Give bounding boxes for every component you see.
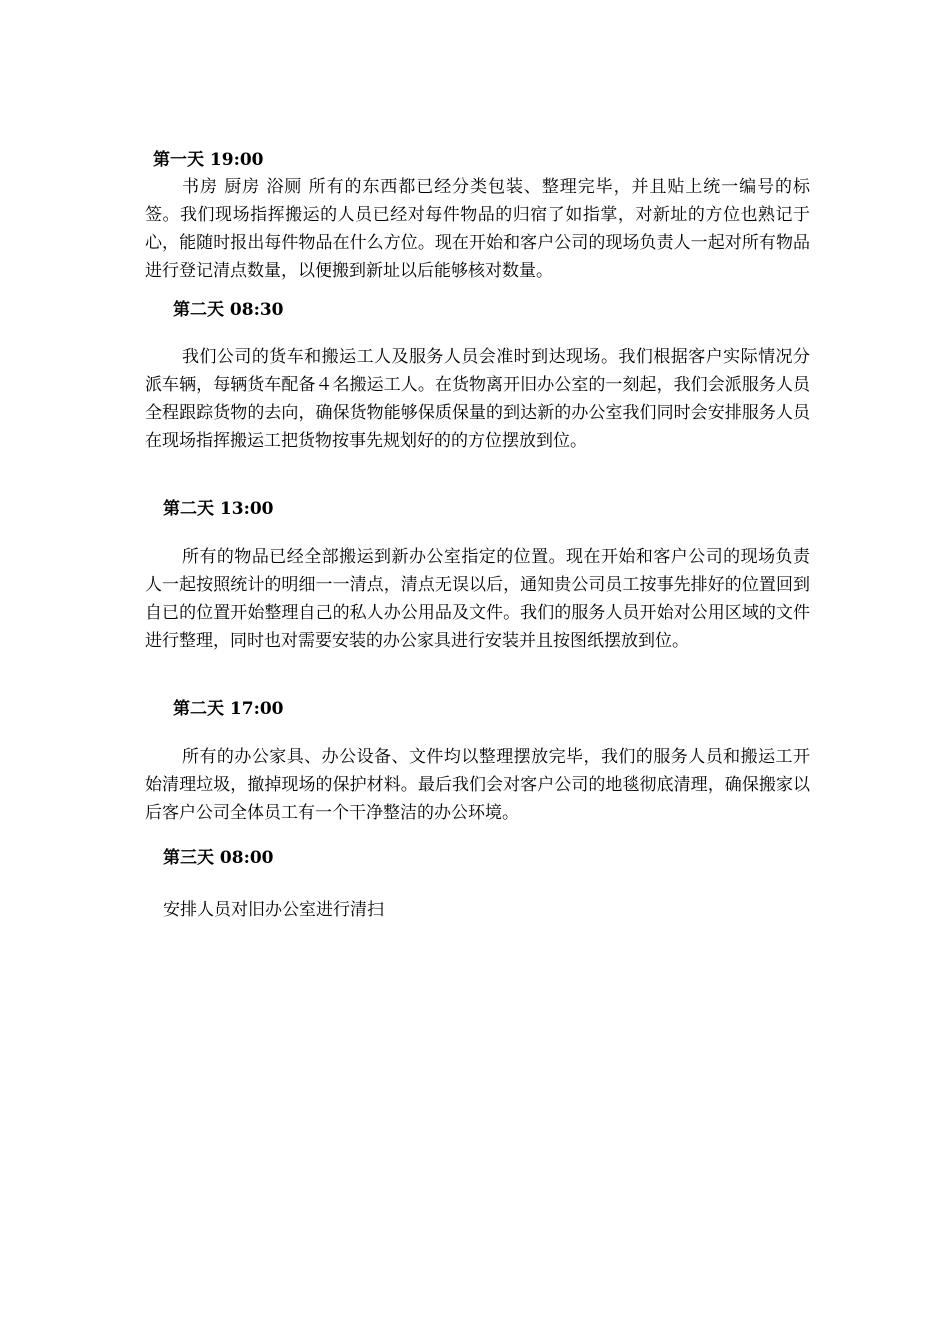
section-2-heading: 第二天 08:30 bbox=[173, 300, 284, 320]
section-2-body: 我们公司的货车和搬运工人及服务人员会准时到达现场。我们根据客户实际情况分派车辆，每辆货车配备４名搬运工人。在货物离开旧办公室的一刻起，我们会派服务人员全程跟踪货物的去向，确保货物能够保质保量的到达新的办公室我们同时会安排服务人员在现场指挥搬运工把货物按事先规划好的的方位摆放到位。 bbox=[145, 347, 810, 451]
section-5-heading: 第三天 08:00 bbox=[163, 848, 274, 868]
section-5-body: 安排人员对旧办公室进行清扫 bbox=[163, 900, 384, 920]
section-3-body: 所有的物品已经全部搬运到新办公室指定的位置。现在开始和客户公司的现场负责人一起按照统计的明细一一清点，清点无误以后，通知贵公司员工按事先排好的位置回到自已的位置开始整理自己的私人办公用品及文件。我们的服务人员开始对公用区域的文件进行整理，同时也对需要安装的办公家具进行安装并且按图纸摆放到位。 bbox=[145, 547, 810, 651]
section-1-heading: 第一天 19:00 bbox=[153, 150, 264, 170]
section-4-heading: 第二天 17:00 bbox=[173, 699, 284, 719]
section-1-body: 书房 厨房 浴厕 所有的东西都已经分类包装、整理完毕，并且贴上统一编号的标签。我们现场指挥搬运的人员已经对每件物品的归宿了如指掌，对新址的方位也熟记于心，能随时报出每件物品在什么方位。现在开始和客户公司的现场负责人一起对所有物品进行登记清点数量，以便搬到新址以后能够核对数量。 bbox=[145, 177, 810, 281]
section-4-body: 所有的办公家具、办公设备、文件均以整理摆放完毕，我们的服务人员和搬运工开始清理垃圾，撤掉现场的保护材料。最后我们会对客户公司的地毯彻底清理，确保搬家以后客户公司全体员工有一个干净整洁的办公环境。 bbox=[145, 747, 810, 823]
section-3-heading: 第二天 13:00 bbox=[163, 499, 274, 519]
